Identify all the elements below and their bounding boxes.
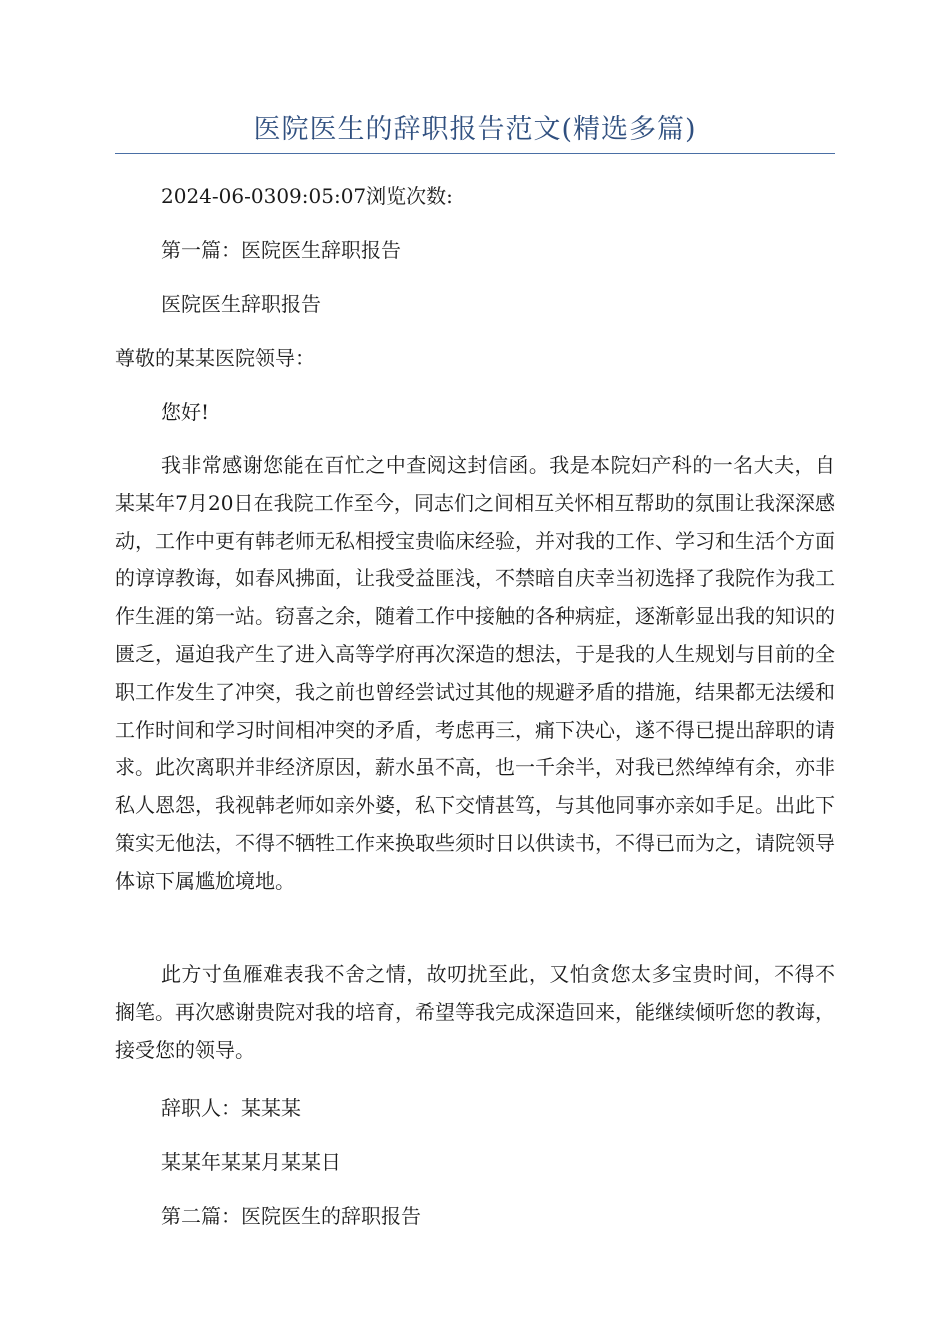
meta-line: 2024-06-0309:05:07浏览次数: <box>161 184 453 208</box>
letter-date: 某某年某某月某某日 <box>161 1150 341 1174</box>
salutation: 尊敬的某某医院领导： <box>115 346 315 370</box>
signature: 辞职人：某某某 <box>161 1096 301 1120</box>
section2-heading: 第二篇：医院医生的辞职报告 <box>161 1204 421 1228</box>
title-underline <box>115 153 835 154</box>
letter-title: 医院医生辞职报告 <box>161 292 321 316</box>
body-paragraph-1: 我非常感谢您能在百忙之中查阅这封信函。我是本院妇产科的一名大夫，自某某年7月20日在我院工作至今，同志们之间相互关怀相互帮助的氛围让我深深感动，工作中更有韩老师无私相授宝贵临床经验，并对我的工作、学习和生活个方面的谆谆教诲，如春风拂面，让我受益匪浅，不禁暗自庆幸当初选择了我院作为我工作生涯的第一站。窃喜之余，随着工作中接触的各种病症，逐渐彰显出我的知识的匮乏，逼迫我产生了进入高等学府再次深造的想法，于是我的人生规划与目前的全职工作发生了冲突，我之前也曾经尝试过其他的规避矛盾的措施，结果都无法缓和工作时间和学习时间相冲突的矛盾，考虑再三，痛下决心，遂不得已提出辞职的请求。此次离职并非经济原因，薪水虽不高，也一千余半，对我已然绰绰有余，亦非私人恩怨，我视韩老师如亲外婆，私下交情甚笃，与其他同事亦亲如手足。出此下策实无他法，不得不牺牲工作来换取些须时日以供读书，不得已而为之，请院领导体谅下属尴尬境地。 <box>115 453 835 893</box>
body-paragraph-2: 此方寸鱼雁难表我不舍之情，故叨扰至此，又怕贪您太多宝贵时间，不得不搁笔。再次感谢贵院对我的培育，希望等我完成深造回来，能继续倾听您的教诲，接受您的领导。 <box>115 962 835 1062</box>
document-title: 医院医生的辞职报告范文(精选多篇) <box>253 114 697 145</box>
greeting: 您好! <box>161 400 210 424</box>
section1-heading: 第一篇：医院医生辞职报告 <box>161 238 401 262</box>
